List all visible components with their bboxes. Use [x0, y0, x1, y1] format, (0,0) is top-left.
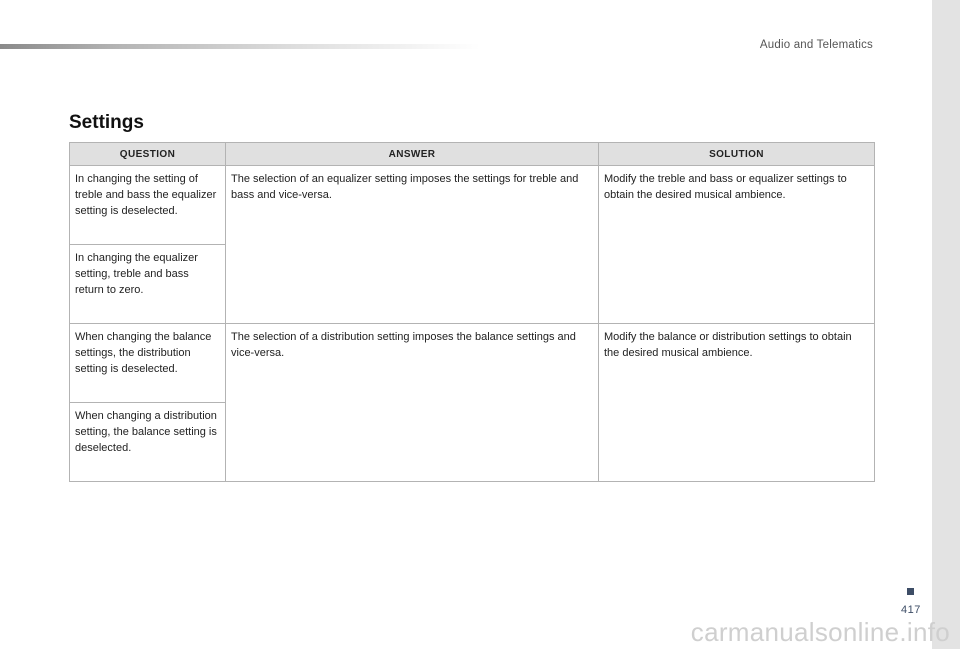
table-row [70, 324, 875, 403]
question-cell: In changing the equalizer setting, treble and bass return to zero. [70, 245, 226, 324]
chapter-title: Audio and Telematics [759, 39, 873, 51]
section-title: Settings [69, 112, 144, 133]
table-row [70, 166, 875, 245]
page-number: 417 [901, 604, 921, 616]
question-cell: In changing the setting of treble and bass the equalizer setting is deselected. [70, 166, 226, 245]
question-column-header: QUESTION [70, 143, 226, 166]
answer-cell: The selection of an equalizer setting imposes the settings for treble and bass and vice-versa. [226, 166, 599, 324]
solution-column-header: SOLUTION [599, 143, 875, 166]
table-header-row [70, 143, 875, 166]
page-marker-square [907, 588, 914, 595]
watermark: carmanualsonline.info [690, 617, 950, 647]
page-edge-band [932, 0, 960, 649]
settings-faq-table [69, 142, 875, 482]
answer-column-header: ANSWER [226, 143, 599, 166]
question-cell: When changing a distribution setting, the balance setting is deselected. [70, 403, 226, 482]
solution-cell: Modify the balance or distribution settings to obtain the desired musical ambience. [599, 324, 875, 482]
header-decorative-stripe [0, 44, 480, 49]
question-cell: When changing the balance settings, the distribution setting is deselected. [70, 324, 226, 403]
answer-cell: The selection of a distribution setting imposes the balance settings and vice-versa. [226, 324, 599, 482]
solution-cell: Modify the treble and bass or equalizer settings to obtain the desired musical ambience. [599, 166, 875, 324]
